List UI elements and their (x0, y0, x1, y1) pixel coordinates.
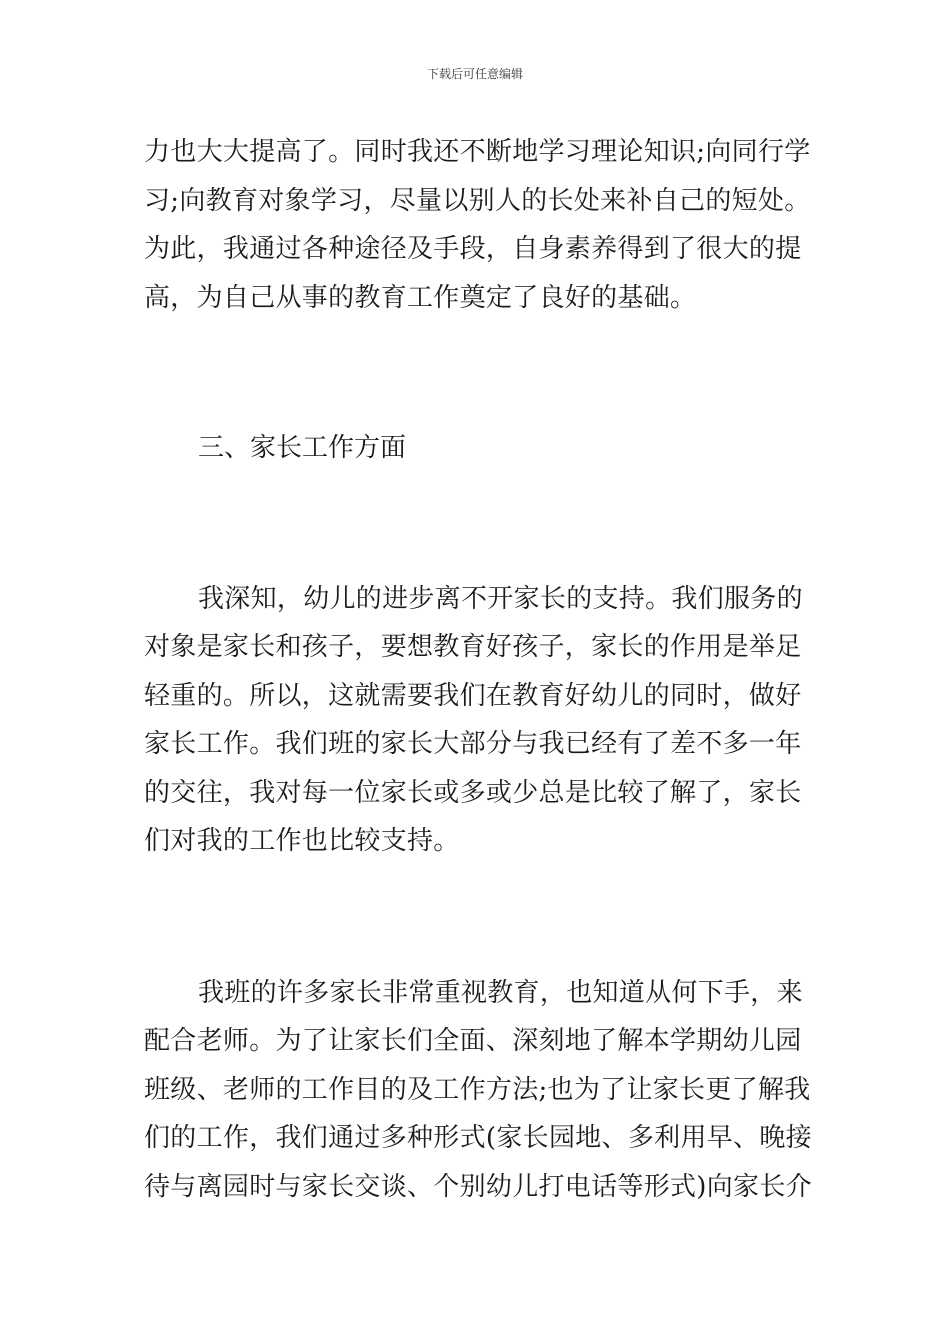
paragraph-spacer (144, 866, 808, 969)
text-line: 高，为自己从事的教育工作奠定了良好的基础。 (144, 282, 697, 313)
paragraph-spacer (144, 322, 808, 424)
text-line: 我班的许多家长非常重视教育，也知道从何下手，来 (198, 977, 803, 1008)
text-line: 习;向教育对象学习，尽量以别人的长处来补自己的短处。 (144, 185, 811, 216)
text-line: 轻重的。所以，这就需要我们在教育好幼儿的同时，做好 (144, 680, 802, 711)
text-line: 对象是家长和孩子，要想教育好孩子，家长的作用是举足 (144, 632, 802, 662)
paragraph-parents-support (144, 575, 808, 866)
paragraph-continuation (144, 128, 811, 322)
document-body (144, 128, 812, 1211)
text-line: 待与离园时与家长交谈、个别幼儿打电话等形式)向家长介 (144, 1171, 812, 1202)
text-line: 家长工作。我们班的家长大部分与我已经有了差不多一年 (144, 729, 802, 759)
text-line: 为此，我通过各种途径及手段，自身素养得到了很大的提 (144, 234, 802, 264)
text-line: 力也大大提高了。同时我还不断地学习理论知识;向同行学 (144, 137, 811, 167)
text-line: 班级、老师的工作目的及工作方法;也为了让家长更了解我 (144, 1074, 811, 1105)
text-line: 配合老师。为了让家长们全面、深刻地了解本学期幼儿园 (144, 1026, 802, 1056)
section-heading-text: 三、家长工作方面 (198, 433, 407, 463)
text-line: 我深知，幼儿的进步离不开家长的支持。我们服务的 (198, 583, 803, 614)
text-line: 的交往，我对每一位家长或多或少总是比较了解了，家长 (144, 777, 802, 808)
paragraph-spacer (144, 473, 808, 575)
text-line: 们的工作，我们通过多种形式(家长园地、多利用早、晚接 (144, 1123, 812, 1153)
section-heading (144, 424, 808, 473)
text-line: 们对我的工作也比较支持。 (144, 826, 460, 856)
paragraph-parents-communication (144, 969, 812, 1212)
page-header-note: 下载后可任意编辑 (426, 67, 523, 81)
